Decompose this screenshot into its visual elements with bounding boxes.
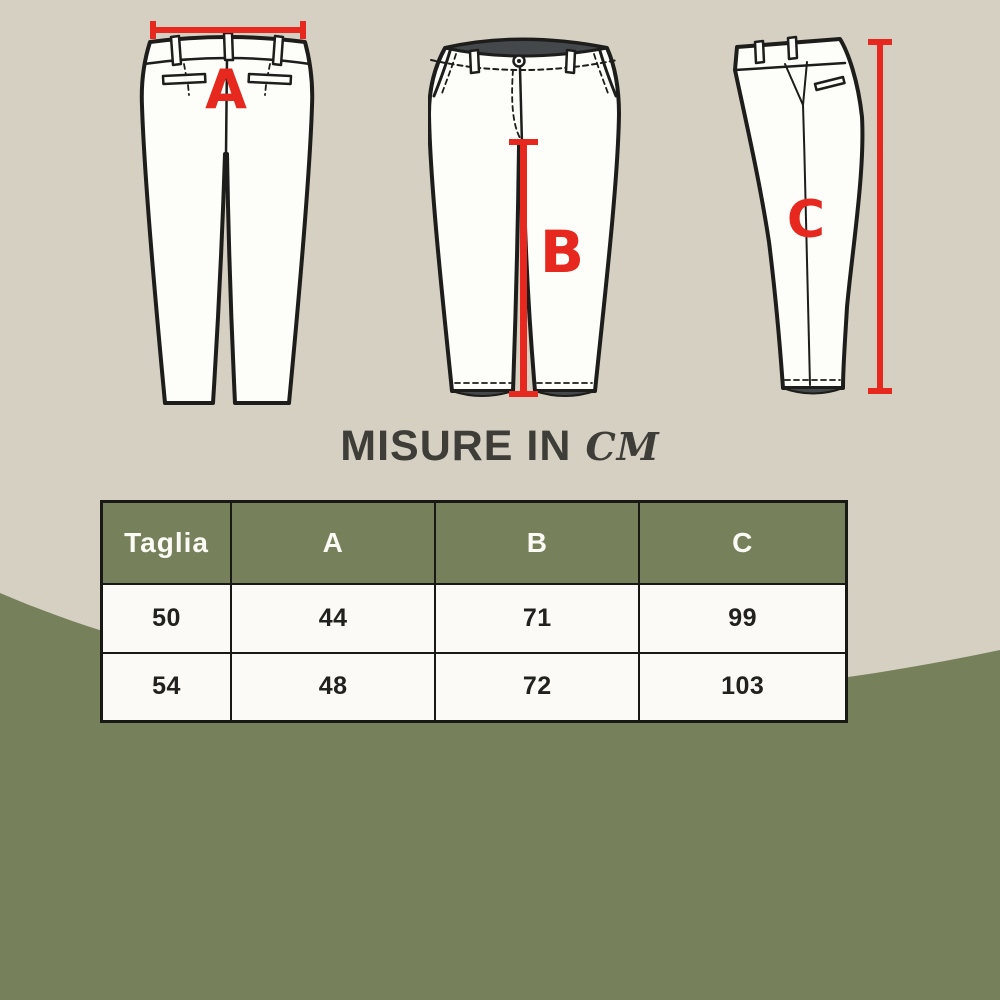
back-welt-pocket	[163, 74, 205, 84]
pants-back-view-diagram	[132, 12, 322, 417]
cell-measure-a: 44	[231, 584, 435, 653]
measure-b-label: B	[539, 218, 585, 286]
header-c: C	[639, 502, 846, 584]
belt-loop	[755, 41, 764, 63]
waist-button-center	[517, 59, 521, 63]
hem-interior	[452, 391, 513, 396]
cell-size: 54	[102, 653, 232, 722]
table-row-size-54	[102, 653, 847, 722]
size-table-header-row	[102, 502, 847, 584]
pants-front-view-diagram	[428, 18, 628, 410]
belt-loop	[470, 50, 479, 73]
table-row-size-50	[102, 584, 847, 653]
belt-loop	[788, 37, 797, 59]
cell-measure-c: 99	[639, 584, 846, 653]
size-table	[100, 500, 848, 723]
cell-measure-a: 48	[231, 653, 435, 722]
header-b: B	[435, 502, 639, 584]
pants-side-view-diagram	[726, 22, 901, 404]
cell-measure-b: 72	[435, 653, 639, 722]
measure-c-label: C	[786, 190, 826, 250]
belt-loop	[273, 36, 283, 65]
header-taglia: Taglia	[102, 502, 232, 584]
section-title	[0, 422, 1000, 471]
back-welt-pocket	[249, 74, 291, 84]
hem-interior	[535, 391, 595, 396]
header-a: A	[231, 502, 435, 584]
belt-loop	[566, 50, 575, 73]
belt-loop	[171, 36, 181, 65]
cell-size: 50	[102, 584, 232, 653]
title-text: MISURE IN	[340, 422, 572, 470]
cell-measure-c: 103	[639, 653, 846, 722]
measure-a-label: A	[205, 58, 247, 121]
cell-measure-b: 71	[435, 584, 639, 653]
title-unit-text: CM	[585, 424, 660, 469]
belt-loop	[224, 33, 233, 60]
hem-interior	[783, 388, 843, 394]
